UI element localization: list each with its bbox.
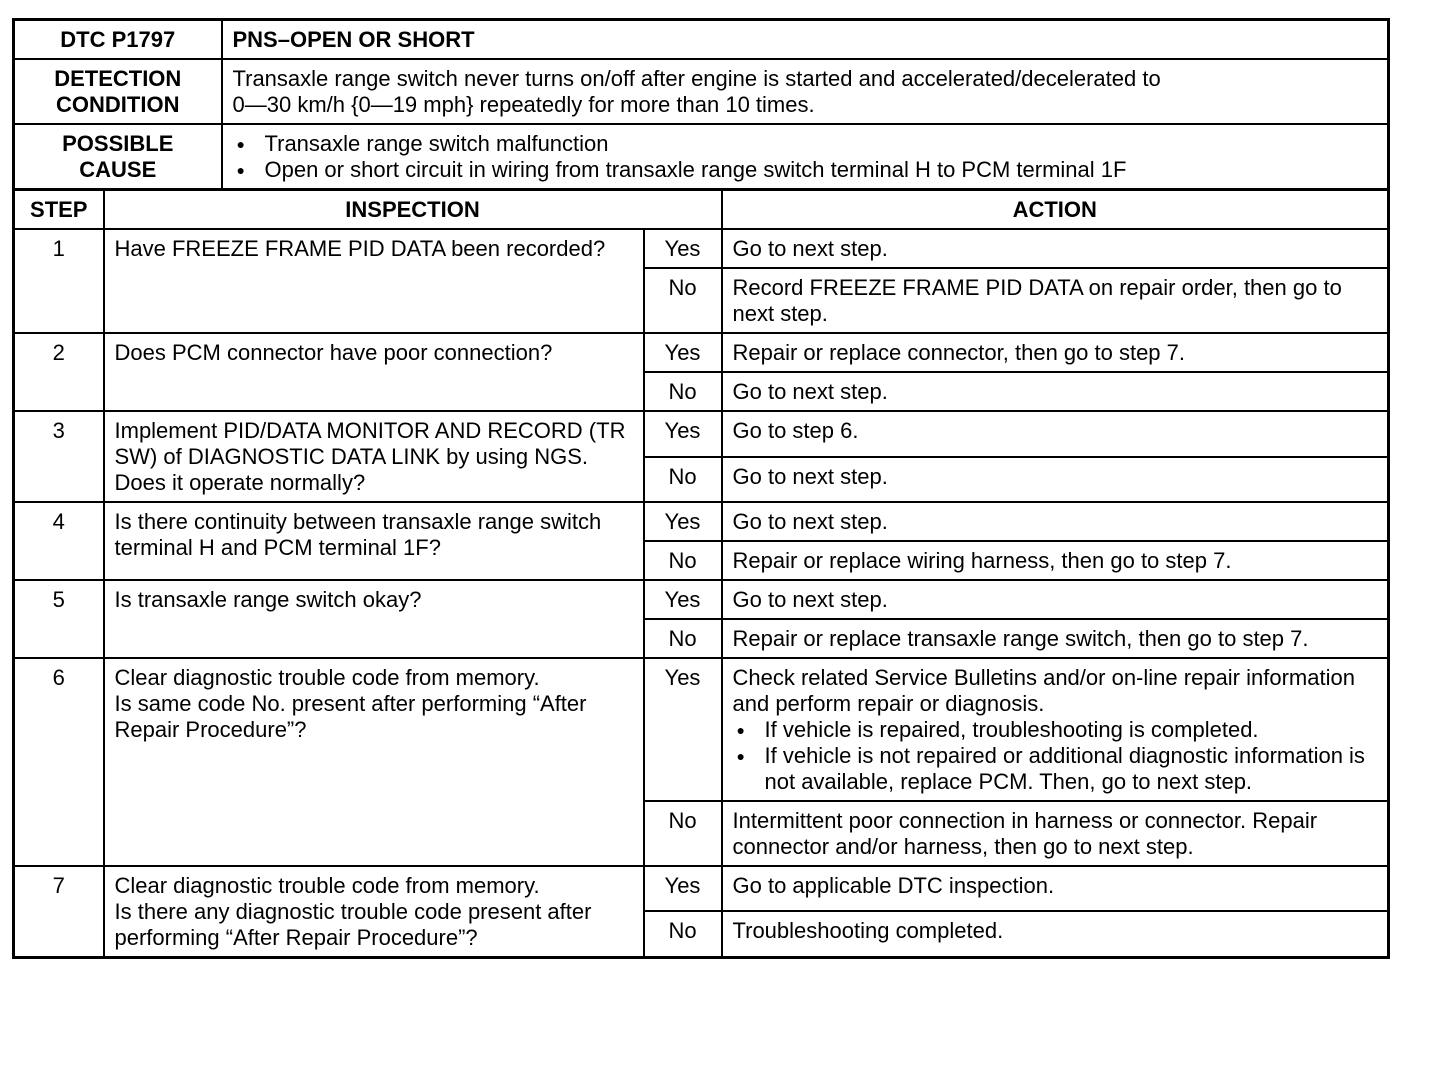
step-inspection: Is transaxle range switch okay? (104, 580, 644, 658)
action-yes: Go to step 6. (722, 411, 1389, 457)
detection-text (222, 59, 1389, 124)
action-no: Go to next step. (722, 457, 1389, 503)
action-bullet: ● If vehicle is repaired, troubleshooting is completed. (733, 717, 1378, 743)
answer-yes: Yes (644, 580, 722, 619)
answer-no: No (644, 457, 722, 503)
dtc-title: PNS–OPEN OR SHORT (222, 20, 1389, 60)
dtc-code: DTC P1797 (14, 20, 222, 60)
detection-label (14, 59, 222, 124)
column-action: ACTION (722, 190, 1389, 230)
detection-label-line2: CONDITION (56, 92, 180, 117)
possible-cause-label (14, 124, 222, 190)
step-inspection-line: Clear diagnostic trouble code from memory. (114, 873, 540, 898)
inspection-header-row (14, 190, 1389, 230)
step-number: 1 (14, 229, 104, 333)
step-number: 5 (14, 580, 104, 658)
step-inspection-line: Is there any diagnostic trouble code present after performing “After Repair Procedure”? (114, 899, 592, 950)
possible-cause-label-line1: POSSIBLE (62, 131, 174, 156)
dtc-header-table (12, 18, 1390, 191)
action-no: Repair or replace transaxle range switch, then go to step 7. (722, 619, 1389, 658)
table-row (14, 502, 1389, 541)
dtc-title-row (14, 20, 1389, 60)
table-row (14, 411, 1389, 457)
step-number: 4 (14, 502, 104, 580)
column-step: STEP (14, 190, 104, 230)
possible-cause-label-line2: CAUSE (79, 157, 157, 182)
action-yes: Go to next step. (722, 580, 1389, 619)
action-no: Repair or replace wiring harness, then go to step 7. (722, 541, 1389, 580)
answer-no: No (644, 268, 722, 333)
step-inspection: Have FREEZE FRAME PID DATA been recorded? (104, 229, 644, 333)
detection-label-line1: DETECTION (54, 66, 182, 91)
detection-text-line1: Transaxle range switch never turns on/off after engine is started and accelerated/decelerated to (232, 66, 1161, 91)
answer-yes: Yes (644, 658, 722, 801)
answer-no: No (644, 911, 722, 957)
step-number: 7 (14, 866, 104, 958)
possible-cause-list (222, 124, 1389, 190)
detection-text-line2: 0—30 km/h {0—19 mph} repeatedly for more than 10 times. (232, 92, 815, 117)
step-number: 6 (14, 658, 104, 866)
action-yes: Go to next step. (722, 229, 1389, 268)
action-no: Record FREEZE FRAME PID DATA on repair order, then go to next step. (722, 268, 1389, 333)
action-yes: Repair or replace connector, then go to step 7. (722, 333, 1389, 372)
answer-yes: Yes (644, 229, 722, 268)
step-number: 3 (14, 411, 104, 502)
action-yes: Go to applicable DTC inspection. (722, 866, 1389, 911)
step-inspection: Does PCM connector have poor connection? (104, 333, 644, 411)
table-row (14, 333, 1389, 372)
step-inspection-line: Clear diagnostic trouble code from memory. (114, 665, 540, 690)
action-yes (722, 658, 1389, 801)
action-no: Go to next step. (722, 372, 1389, 411)
cause-item: ● Open or short circuit in wiring from transaxle range switch terminal H to PCM terminal 1F (233, 157, 1378, 183)
table-row (14, 580, 1389, 619)
step-inspection (104, 866, 644, 958)
inspection-table (12, 188, 1390, 959)
answer-no: No (644, 619, 722, 658)
action-no: Intermittent poor connection in harness or connector. Repair connector and/or harness, then go to next step. (722, 801, 1389, 866)
action-no: Troubleshooting completed. (722, 911, 1389, 957)
answer-no: No (644, 372, 722, 411)
step-inspection: Implement PID/DATA MONITOR AND RECORD (TR SW) of DIAGNOSTIC DATA LINK by using NGS. Does it operate normally? (104, 411, 644, 502)
table-row (14, 866, 1389, 911)
answer-yes: Yes (644, 502, 722, 541)
step-number: 2 (14, 333, 104, 411)
table-row (14, 229, 1389, 268)
action-yes: Go to next step. (722, 502, 1389, 541)
dtc-procedure-document (12, 18, 1390, 959)
answer-yes: Yes (644, 411, 722, 457)
action-bullet: ● If vehicle is not repaired or additional diagnostic information is not available, replace PCM. Then, go to next step. (733, 743, 1378, 795)
action-intro: Check related Service Bulletins and/or on-line repair information and perform repair or diagnosis. (732, 665, 1355, 716)
step-inspection: Is there continuity between transaxle range switch terminal H and PCM terminal 1F? (104, 502, 644, 580)
table-row (14, 658, 1389, 801)
answer-no: No (644, 801, 722, 866)
cause-item: ● Transaxle range switch malfunction (233, 131, 1378, 157)
detection-row (14, 59, 1389, 124)
answer-yes: Yes (644, 333, 722, 372)
answer-yes: Yes (644, 866, 722, 911)
step-inspection-line: Is same code No. present after performing “After Repair Procedure”? (114, 691, 587, 742)
column-inspection: INSPECTION (104, 190, 722, 230)
possible-cause-row (14, 124, 1389, 190)
answer-no: No (644, 541, 722, 580)
step-inspection (104, 658, 644, 866)
